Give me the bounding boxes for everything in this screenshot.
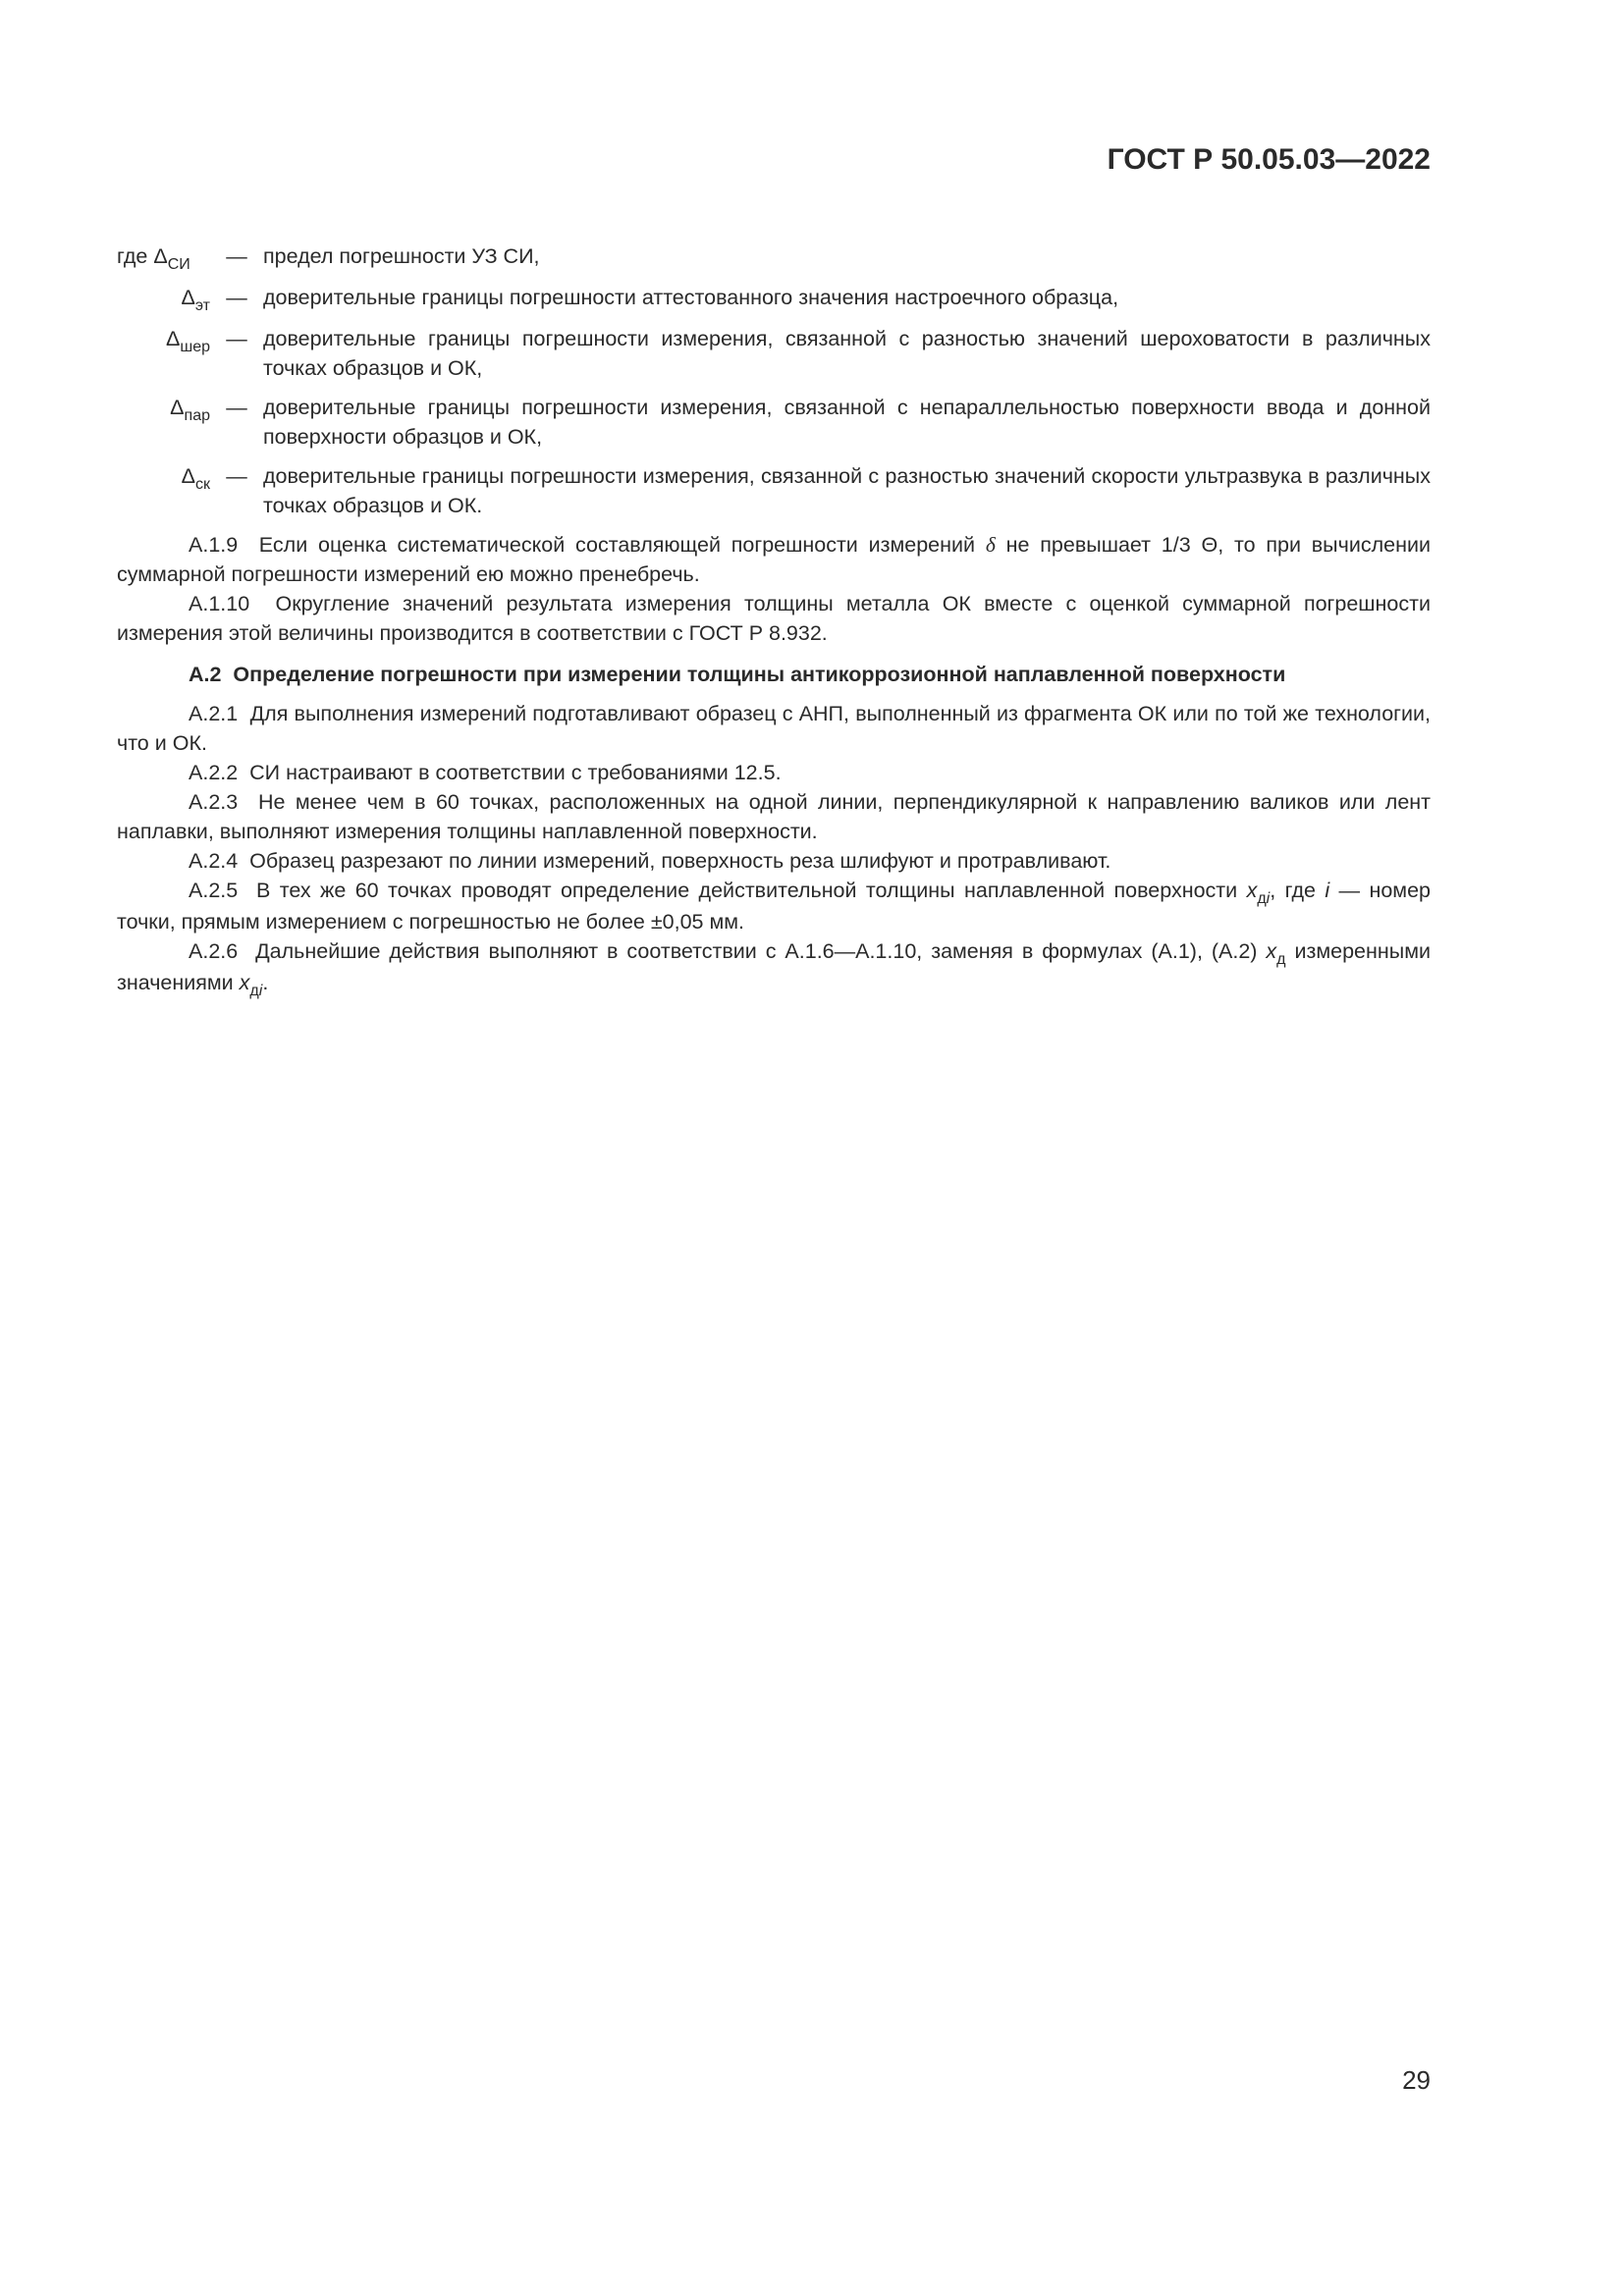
where-label: где [117, 244, 148, 268]
delta-symbol: Δ [181, 286, 195, 309]
definition-dash: — [226, 327, 247, 350]
paragraph-a2-6 [117, 936, 1431, 999]
variable-x: х [239, 971, 250, 994]
definition-dash: — [226, 286, 247, 309]
definition-item-si [117, 241, 1431, 273]
variable-i: i [1325, 879, 1330, 902]
delta-subscript: СИ [167, 256, 190, 273]
delta-symbol: Δ [181, 464, 195, 488]
definition-item-par [117, 393, 1431, 452]
paragraph-text: А.1.9 Если оценка систематической составляющей погрешности измерений [189, 533, 986, 557]
definition-item-sher [117, 324, 1431, 383]
document-code: ГОСТ Р 50.05.03—2022 [1107, 143, 1431, 176]
page-number [117, 2065, 1431, 2095]
definition-description: доверительные границы погрешности аттестованного значения настроечного образца, [263, 286, 1119, 309]
definition-description: доверительные границы погрешности измерения, связанной с непараллельностью поверхности ввода и донной поверхности образцов и ОК, [263, 396, 1431, 449]
page-number-value: 29 [1402, 2065, 1431, 2095]
paragraph-text: . [262, 971, 269, 994]
delta-symbol: Δ [153, 244, 168, 268]
paragraph-text: не превышает 1/3 Θ, то при вычислении суммарной погрешности измерений ею можно пренебречь. [117, 533, 1431, 586]
definition-term [117, 241, 210, 273]
section-heading-a2: А.2 Определение погрешности при измерении толщины антикоррозионной наплавленной поверхности [189, 663, 1286, 686]
variable-x: х [1246, 879, 1258, 902]
paragraph-a2-1: А.2.1 Для выполнения измерений подготавливают образец с АНП, выполненный из фрагмента ОК или по той же технологии, что и ОК. [117, 702, 1431, 755]
variable-subscript-d: д [1257, 890, 1267, 907]
paragraph-text: измеренными значениями [117, 939, 1431, 994]
running-header [117, 143, 1431, 177]
paragraph-a2-3: А.2.3 Не менее чем в 60 точках, расположенных на одной линии, перпендикулярной к направлению валиков или лент наплавки, выполняют измерения толщины наплавленной поверхности. [117, 790, 1431, 843]
paragraph-text: А.2.6 Дальнейшие действия выполняют в соответствии с А.1.6—А.1.10, заменяя в формулах (А.1), (А.2) [189, 939, 1267, 963]
definition-description: доверительные границы погрешности измерения, связанной с разностью значений шероховатости в различных точках образцов и ОК, [263, 327, 1431, 380]
variable-subscript-i: i [258, 983, 263, 999]
definition-term [117, 393, 210, 424]
page-content [117, 241, 1431, 999]
delta-subscript: ск [195, 476, 210, 493]
variable-x: х [1266, 939, 1277, 963]
definition-description: доверительные границы погрешности измерения, связанной с разностью значений скорости ультразвука в различных точках образцов и ОК. [263, 464, 1431, 517]
paragraph-text: , где [1270, 879, 1326, 902]
delta-subscript: шер [180, 339, 210, 355]
definition-dash: — [226, 396, 247, 419]
variable-subscript-i: i [1266, 890, 1271, 907]
paragraph-a2-2: А.2.2 СИ настраивают в соответствии с требованиями 12.5. [189, 761, 782, 784]
delta-symbol: Δ [165, 327, 181, 350]
delta-subscript: пар [184, 407, 210, 424]
definition-item-sk [117, 461, 1431, 520]
paragraph-text: А.2.5 В тех же 60 точках проводят определение действительной толщины наплавленной поверхности [189, 879, 1247, 902]
delta-symbol: Δ [170, 396, 185, 419]
paragraph-a2-5 [117, 876, 1431, 936]
variable-subscript-d: д [1276, 951, 1286, 968]
paragraph-a1-10: А.1.10 Округление значений результата измерения толщины металла ОК вместе с оценкой суммарной погрешности измерения этой величины производится в соответствии с ГОСТ Р 8.932. [117, 592, 1431, 645]
definition-dash: — [226, 244, 247, 268]
definition-description: предел погрешности УЗ СИ, [263, 244, 540, 268]
definition-term [117, 283, 210, 314]
variable-subscript-d: д [249, 983, 259, 999]
paragraph-a2-4: А.2.4 Образец разрезают по линии измерений, поверхность реза шлифуют и протравливают. [189, 849, 1111, 873]
definition-dash: — [226, 464, 247, 488]
definition-item-et [117, 283, 1431, 314]
definition-list [117, 241, 1431, 520]
delta-lowercase-symbol: δ [985, 533, 996, 557]
delta-subscript: эт [194, 297, 210, 314]
definition-term [117, 461, 210, 493]
paragraph-text: — номер точки, прямым измерением с погрешностью не более ±0,05 мм. [117, 879, 1431, 934]
definition-term [117, 324, 210, 355]
paragraph-a1-9 [117, 530, 1431, 589]
